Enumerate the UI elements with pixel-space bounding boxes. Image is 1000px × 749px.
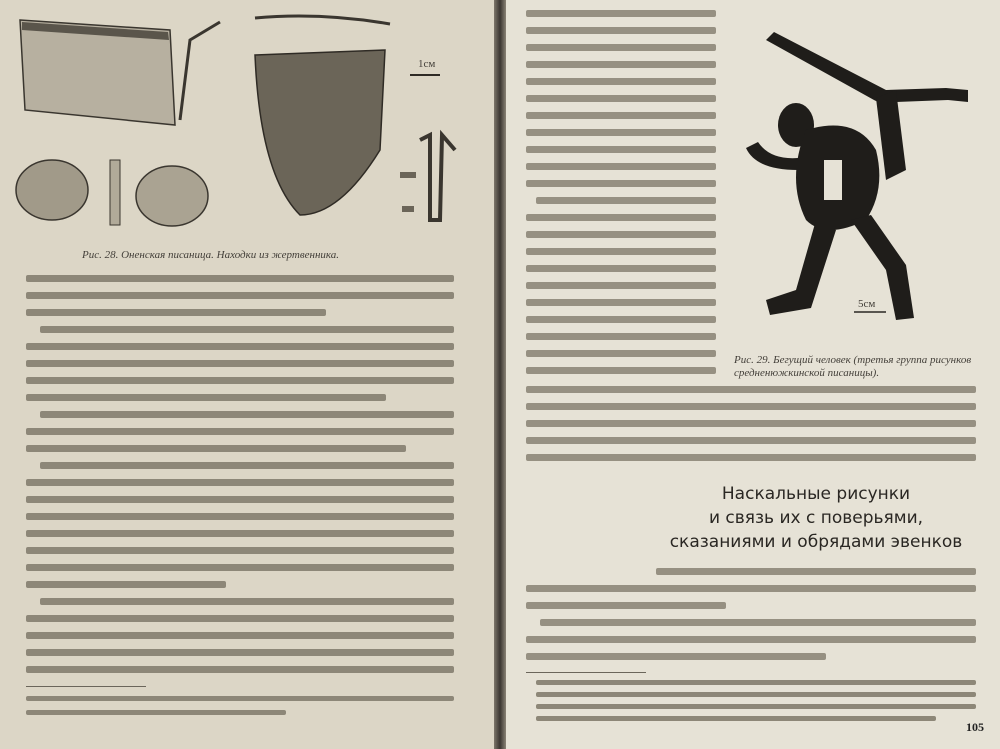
text-line [526,403,976,410]
text-line [526,602,726,609]
text-line [526,316,716,323]
text-line [526,10,716,17]
text-line [26,445,406,452]
text-line [526,299,716,306]
text-line [526,386,976,393]
text-line [26,547,454,554]
text-line [526,282,716,289]
section-heading-line: сказаниями и обрядами эвенков [669,532,963,552]
scale-label: 5см [858,298,876,310]
text-line [26,292,454,299]
text-line [40,326,454,333]
text-line [526,112,716,119]
scale-label: 1см [418,58,436,70]
text-line [526,61,716,68]
left-page [0,0,494,749]
text-line [26,564,454,571]
text-line [526,437,976,444]
figure-caption: Рис. 29. Бегущий человек (третья группа рисунков средненюжкинской писаницы). [734,354,972,379]
text-line [536,197,716,204]
text-line [26,275,454,282]
text-line [526,95,716,102]
text-line [526,129,716,136]
text-line [656,568,976,575]
text-line [526,231,716,238]
text-line [26,343,454,350]
text-line [526,248,716,255]
footnote-line [26,696,454,701]
footnote-line [536,716,936,721]
figure-caption: Рис. 28. Оненская писаница. Находки из жертвенника. [82,249,340,261]
book-gutter [494,0,506,749]
text-line [40,411,454,418]
text-line [526,454,976,461]
text-line [26,377,454,384]
text-line [526,265,716,272]
section-heading-line: Наскальные рисунки [721,484,911,504]
footnote-line [536,692,976,697]
text-line [526,636,976,643]
text-line [526,180,716,187]
right-page [506,0,1000,749]
section-heading [656,484,976,556]
text-line [26,309,326,316]
text-line [526,163,716,170]
text-line [26,394,386,401]
text-line [526,420,976,427]
text-line [526,78,716,85]
text-line [26,615,454,622]
footnote-rule [26,686,146,687]
text-line [526,27,716,34]
page-number: 105 [966,720,984,734]
text-line [540,619,976,626]
section-heading-line: и связь их с поверьями, [708,508,924,528]
text-line [526,44,716,51]
text-line [26,632,454,639]
text-line [26,666,454,673]
text-line [26,581,226,588]
footnote-line [536,704,976,709]
text-line [526,333,716,340]
footnote-rule [526,672,646,673]
text-line [26,479,454,486]
text-line [26,496,454,503]
text-line [526,146,716,153]
text-line [26,513,454,520]
text-line [526,367,716,374]
finds-illustration [0,0,494,240]
text-line [40,598,454,605]
footnote-line [536,680,976,685]
text-line [526,350,716,357]
text-line [526,214,716,221]
text-line [40,462,454,469]
text-line [26,360,454,367]
text-line [26,530,454,537]
text-line [26,428,454,435]
text-line [526,585,976,592]
text-line [26,649,454,656]
footnote-line [26,710,286,715]
text-line [526,653,826,660]
